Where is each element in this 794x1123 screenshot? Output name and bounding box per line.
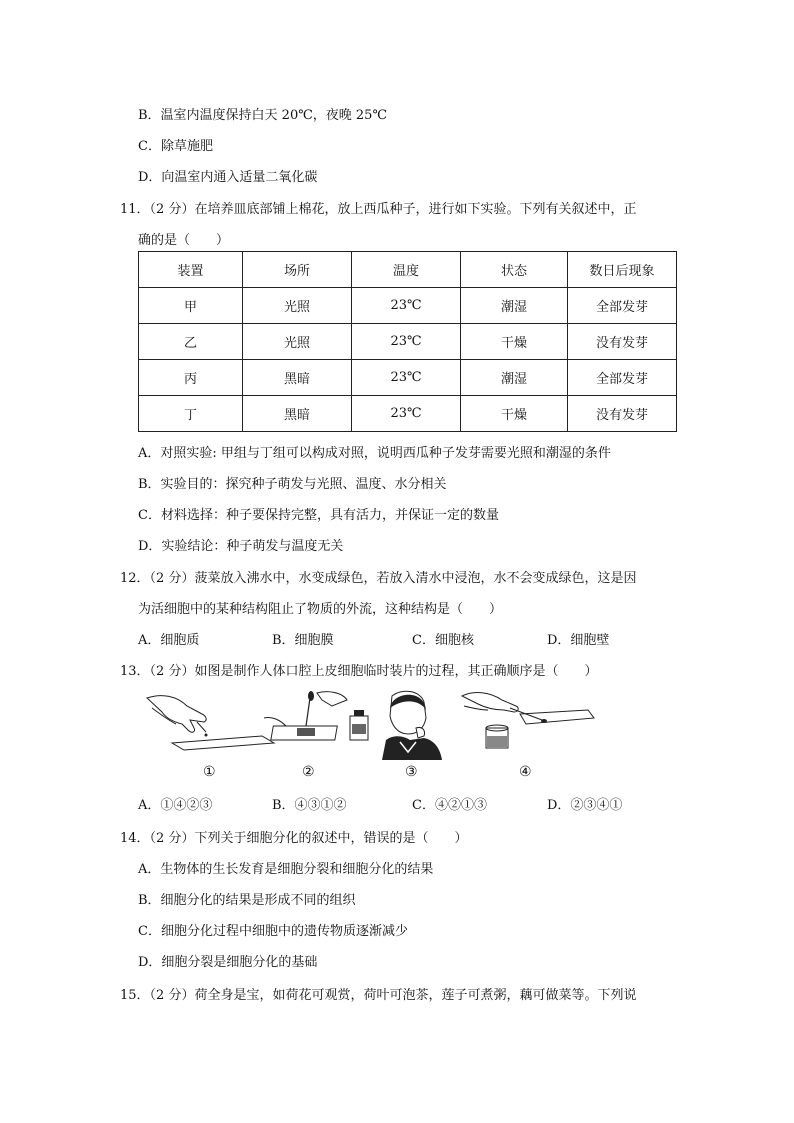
figure-step-2 [262, 688, 377, 753]
table-cell: 乙 [139, 324, 243, 360]
q13-option-a: A．①④②③ [138, 798, 213, 813]
q12-option-d: D．细胞壁 [547, 633, 610, 648]
q12-option-c: C．细胞核 [412, 633, 474, 648]
q13-stem-line1: 13．（2 分）如图是制作人体口腔上皮细胞临时装片的过程，其正确顺序是（ ） [120, 664, 598, 679]
table-header-row [139, 252, 677, 288]
table-header-cell: 温度 [352, 252, 461, 288]
table-row [139, 360, 677, 396]
q10-option-d: D．向温室内通入适量二氧化碳 [138, 170, 318, 185]
q13-option-b: B．④③①② [272, 798, 347, 813]
table-header-cell: 状态 [461, 252, 568, 288]
table-cell: 潮湿 [461, 360, 568, 396]
table-row [139, 324, 677, 360]
q13-option-d: D．②③④① [547, 798, 623, 813]
q13-option-c: C．④②①③ [412, 798, 487, 813]
table-cell: 没有发芽 [568, 324, 677, 360]
q14-option-c: C．细胞分化过程中细胞中的遗传物质逐渐减少 [138, 924, 408, 939]
q11-option-c: C．材料选择：种子要保持完整，具有活力，并保证一定的数量 [138, 508, 499, 523]
figure-step-4 [460, 688, 595, 753]
figure-step-3 [374, 688, 444, 760]
q14-option-a: A．生物体的生长发育是细胞分裂和细胞分化的结果 [138, 862, 434, 877]
q14-option-d: D．细胞分裂是细胞分化的基础 [138, 955, 318, 970]
table-header-cell: 场所 [243, 252, 352, 288]
q11-stem-line2: 确的是（ ） [138, 233, 230, 248]
table-row [139, 396, 677, 432]
q12-stem-line2: 为活细胞中的某种结构阻止了物质的外流，这种结构是（ ） [138, 602, 503, 617]
table-cell: 光照 [243, 324, 352, 360]
q12-stem-line1: 12．（2 分）菠菜放入沸水中，水变成绿色，若放入清水中浸泡，水不会变成绿色，这是因 [120, 571, 637, 586]
table-cell: 23℃ [352, 288, 461, 324]
figure-step-1 [142, 688, 277, 753]
table-cell: 没有发芽 [568, 396, 677, 432]
q15-stem-line1: 15．（2 分）荷全身是宝，如荷花可观赏，荷叶可泡茶，莲子可煮粥，藕可做菜等。下列说 [120, 988, 637, 1003]
table-row [139, 288, 677, 324]
table-cell: 干燥 [461, 324, 568, 360]
figure-label-1: ① [203, 764, 216, 780]
q12-option-a: A．细胞质 [138, 633, 200, 648]
table-cell: 全部发芽 [568, 288, 677, 324]
q10-option-b: B．温室内温度保持白天 20℃，夜晚 25℃ [138, 108, 387, 123]
q11-option-d: D．实验结论：种子萌发与温度无关 [138, 539, 344, 554]
table-header-cell: 装置 [139, 252, 243, 288]
q10-option-c: C．除草施肥 [138, 139, 213, 154]
table-cell: 光照 [243, 288, 352, 324]
figure-label-4: ④ [519, 764, 532, 780]
table-cell: 23℃ [352, 324, 461, 360]
person-rinsing-mouth-icon [374, 688, 444, 760]
table-cell: 丁 [139, 396, 243, 432]
experiment-table [138, 251, 677, 432]
q11-stem-line1: 11．（2 分）在培养皿底部铺上棉花，放上西瓜种子，进行如下实验。下列有关叙述中，正 [120, 202, 637, 217]
hand-drop-slide-icon [142, 688, 277, 753]
table-cell: 23℃ [352, 360, 461, 396]
table-cell: 丙 [139, 360, 243, 396]
table-cell: 23℃ [352, 396, 461, 432]
staining-dropper-icon [262, 688, 377, 753]
q14-option-b: B．细胞分化的结果是形成不同的组织 [138, 893, 356, 908]
q14-stem-line1: 14．（2 分）下列关于细胞分化的叙述中，错误的是（ ） [120, 831, 468, 846]
figure-label-2: ② [302, 764, 315, 780]
figure-label-3: ③ [405, 764, 418, 780]
table-cell: 潮湿 [461, 288, 568, 324]
q11-option-a: A．对照实验: 甲组与丁组可以构成对照，说明西瓜种子发芽需要光照和潮湿的条件 [138, 446, 611, 461]
table-cell: 甲 [139, 288, 243, 324]
cotton-swab-scrape-icon [460, 688, 595, 753]
table-cell: 黑暗 [243, 360, 352, 396]
table-header-cell: 数日后现象 [568, 252, 677, 288]
table-cell: 黑暗 [243, 396, 352, 432]
q12-option-b: B．细胞膜 [272, 633, 334, 648]
table-cell: 干燥 [461, 396, 568, 432]
table-cell: 全部发芽 [568, 360, 677, 396]
q11-option-b: B．实验目的：探究种子萌发与光照、温度、水分相关 [138, 477, 447, 492]
